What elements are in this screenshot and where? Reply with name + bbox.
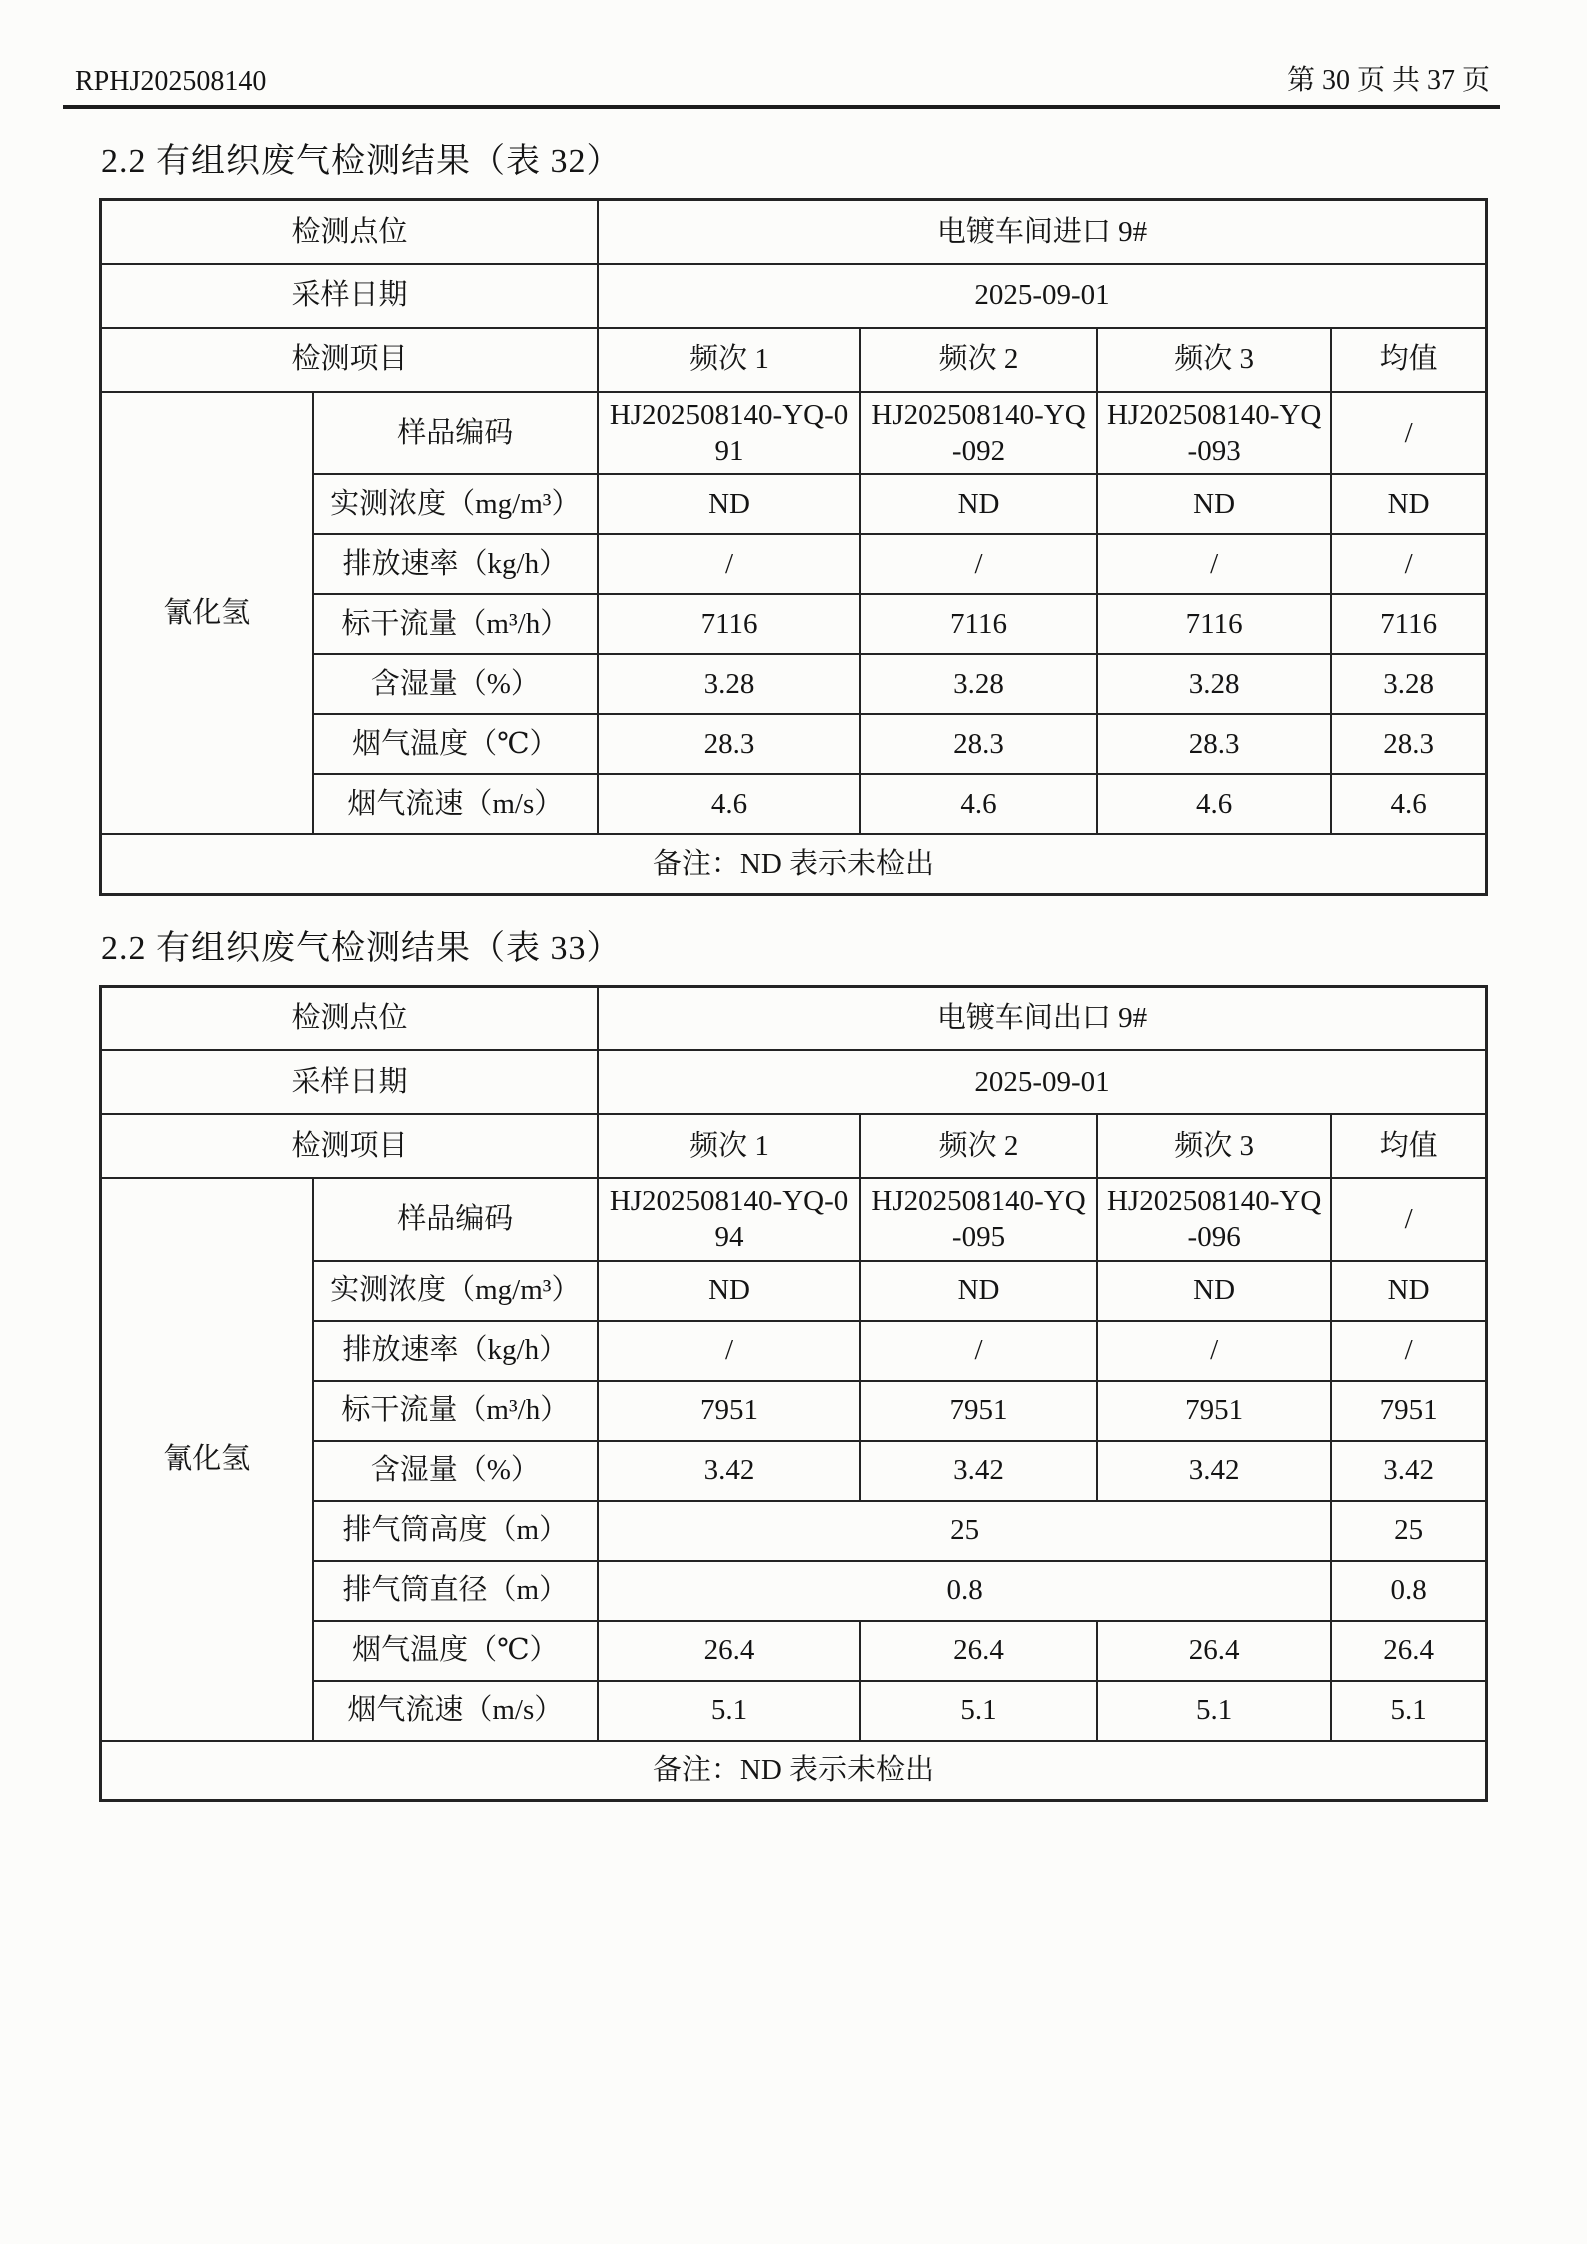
frequency-header-cell: 频次 2 bbox=[860, 328, 1097, 392]
value-cell: 5.1 bbox=[860, 1681, 1097, 1741]
group-label-cell: 氰化氢 bbox=[101, 1178, 313, 1741]
value-cell: 4.6 bbox=[1097, 774, 1331, 834]
frequency-header-cell: 频次 2 bbox=[860, 1114, 1097, 1178]
value-cell: 7116 bbox=[1331, 594, 1486, 654]
value-cell: 28.3 bbox=[598, 714, 860, 774]
parameter-label-cell: 烟气温度（℃） bbox=[313, 1621, 599, 1681]
date-value-cell: 2025-09-01 bbox=[598, 264, 1486, 328]
value-cell: HJ202508140-YQ-091 bbox=[598, 392, 860, 475]
value-cell: 4.6 bbox=[1331, 774, 1486, 834]
parameter-label-cell: 实测浓度（mg/m³） bbox=[313, 474, 599, 534]
value-cell: 3.42 bbox=[860, 1441, 1097, 1501]
value-cell: HJ202508140-YQ-092 bbox=[860, 392, 1097, 475]
note-cell: 备注：ND 表示未检出 bbox=[101, 1741, 1487, 1801]
value-cell: ND bbox=[598, 1261, 860, 1321]
value-cell: ND bbox=[598, 474, 860, 534]
value-cell: 26.4 bbox=[1097, 1621, 1331, 1681]
value-cell: / bbox=[1097, 1321, 1331, 1381]
value-cell: 28.3 bbox=[1331, 714, 1486, 774]
value-cell: / bbox=[598, 1321, 860, 1381]
value-cell: 5.1 bbox=[598, 1681, 860, 1741]
value-cell: HJ202508140-YQ-095 bbox=[860, 1178, 1097, 1261]
date-label-cell: 采样日期 bbox=[101, 264, 599, 328]
value-cell: 4.6 bbox=[860, 774, 1097, 834]
merged-value-cell: 0.8 bbox=[598, 1561, 1331, 1621]
value-cell: HJ202508140-YQ-093 bbox=[1097, 392, 1331, 475]
value-cell: 3.42 bbox=[598, 1441, 860, 1501]
value-cell: 7116 bbox=[860, 594, 1097, 654]
table-body bbox=[101, 986, 1487, 1801]
value-cell: ND bbox=[1097, 1261, 1331, 1321]
frequency-header-cell: 频次 1 bbox=[598, 1114, 860, 1178]
section-title: 2.2 有组织废气检测结果（表 33） bbox=[101, 929, 622, 967]
table-row bbox=[101, 328, 1487, 392]
value-cell: 7116 bbox=[598, 594, 860, 654]
value-cell: 5.1 bbox=[1331, 1681, 1486, 1741]
table-row bbox=[101, 1114, 1487, 1178]
value-cell: ND bbox=[1331, 1261, 1486, 1321]
item-label-cell: 检测项目 bbox=[101, 328, 599, 392]
section-title: 2.2 有组织废气检测结果（表 32） bbox=[101, 143, 622, 180]
result-table bbox=[99, 985, 1488, 1803]
page-header bbox=[63, 58, 1500, 109]
value-cell: ND bbox=[860, 1261, 1097, 1321]
value-cell: 26.4 bbox=[1331, 1621, 1486, 1681]
value-cell: / bbox=[598, 534, 860, 594]
value-cell: / bbox=[860, 534, 1097, 594]
report-section bbox=[99, 133, 1488, 896]
parameter-label-cell: 样品编码 bbox=[313, 392, 599, 475]
parameter-label-cell: 样品编码 bbox=[313, 1178, 599, 1261]
value-cell: 3.28 bbox=[860, 654, 1097, 714]
value-cell: ND bbox=[1097, 474, 1331, 534]
result-table bbox=[99, 198, 1488, 896]
frequency-header-cell: 均值 bbox=[1331, 328, 1486, 392]
parameter-label-cell: 排放速率（kg/h） bbox=[313, 1321, 599, 1381]
parameter-label-cell: 标干流量（m³/h） bbox=[313, 1381, 599, 1441]
value-cell: / bbox=[1097, 534, 1331, 594]
value-cell: 3.28 bbox=[1097, 654, 1331, 714]
report-section bbox=[99, 920, 1488, 1803]
value-cell: 3.42 bbox=[1097, 1441, 1331, 1501]
frequency-header-cell: 均值 bbox=[1331, 1114, 1486, 1178]
parameter-label-cell: 烟气温度（℃） bbox=[313, 714, 599, 774]
value-cell: 7951 bbox=[598, 1381, 860, 1441]
merged-value-cell: 25 bbox=[598, 1501, 1331, 1561]
point-value-cell: 电镀车间出口 9# bbox=[598, 986, 1486, 1050]
parameter-label-cell: 烟气流速（m/s） bbox=[313, 1681, 599, 1741]
average-value-cell: 25 bbox=[1331, 1501, 1486, 1561]
table-row bbox=[101, 834, 1487, 894]
value-cell: 3.28 bbox=[598, 654, 860, 714]
parameter-label-cell: 标干流量（m³/h） bbox=[313, 594, 599, 654]
value-cell: 28.3 bbox=[860, 714, 1097, 774]
frequency-header-cell: 频次 1 bbox=[598, 328, 860, 392]
group-label-cell: 氰化氢 bbox=[101, 392, 313, 835]
table-row bbox=[101, 1741, 1487, 1801]
document-body bbox=[99, 133, 1488, 1802]
value-cell: 3.28 bbox=[1331, 654, 1486, 714]
table-row bbox=[101, 1050, 1487, 1114]
frequency-header-cell: 频次 3 bbox=[1097, 328, 1331, 392]
value-cell: 26.4 bbox=[860, 1621, 1097, 1681]
average-value-cell: 0.8 bbox=[1331, 1561, 1486, 1621]
report-number: RPHJ202508140 bbox=[75, 66, 267, 97]
note-cell: 备注：ND 表示未检出 bbox=[101, 834, 1487, 894]
value-cell: 28.3 bbox=[1097, 714, 1331, 774]
value-cell: 7951 bbox=[1331, 1381, 1486, 1441]
parameter-label-cell: 烟气流速（m/s） bbox=[313, 774, 599, 834]
parameter-label-cell: 排气筒高度（m） bbox=[313, 1501, 599, 1561]
point-label-cell: 检测点位 bbox=[101, 200, 599, 264]
parameter-label-cell: 排放速率（kg/h） bbox=[313, 534, 599, 594]
table-body bbox=[101, 200, 1487, 895]
value-cell: 7116 bbox=[1097, 594, 1331, 654]
value-cell: 5.1 bbox=[1097, 1681, 1331, 1741]
value-cell: / bbox=[1331, 534, 1486, 594]
value-cell: ND bbox=[860, 474, 1097, 534]
date-value-cell: 2025-09-01 bbox=[598, 1050, 1486, 1114]
value-cell: ND bbox=[1331, 474, 1486, 534]
value-cell: 7951 bbox=[860, 1381, 1097, 1441]
parameter-label-cell: 实测浓度（mg/m³） bbox=[313, 1261, 599, 1321]
value-cell: HJ202508140-YQ-096 bbox=[1097, 1178, 1331, 1261]
parameter-label-cell: 含湿量（%） bbox=[313, 654, 599, 714]
table-row bbox=[101, 392, 1487, 475]
value-cell: 7951 bbox=[1097, 1381, 1331, 1441]
value-cell: 4.6 bbox=[598, 774, 860, 834]
parameter-label-cell: 含湿量（%） bbox=[313, 1441, 599, 1501]
table-row bbox=[101, 1178, 1487, 1261]
point-value-cell: 电镀车间进口 9# bbox=[598, 200, 1486, 264]
value-cell: 3.42 bbox=[1331, 1441, 1486, 1501]
table-row bbox=[101, 200, 1487, 264]
value-cell: HJ202508140-YQ-094 bbox=[598, 1178, 860, 1261]
value-cell: / bbox=[860, 1321, 1097, 1381]
item-label-cell: 检测项目 bbox=[101, 1114, 599, 1178]
value-cell: 26.4 bbox=[598, 1621, 860, 1681]
frequency-header-cell: 频次 3 bbox=[1097, 1114, 1331, 1178]
page-number: 第 30 页 共 37 页 bbox=[1286, 65, 1490, 96]
value-cell: / bbox=[1331, 1321, 1486, 1381]
value-cell: / bbox=[1331, 392, 1486, 475]
point-label-cell: 检测点位 bbox=[101, 986, 599, 1050]
date-label-cell: 采样日期 bbox=[101, 1050, 599, 1114]
parameter-label-cell: 排气筒直径（m） bbox=[313, 1561, 599, 1621]
table-row bbox=[101, 264, 1487, 328]
table-row bbox=[101, 986, 1487, 1050]
value-cell: / bbox=[1331, 1178, 1486, 1261]
